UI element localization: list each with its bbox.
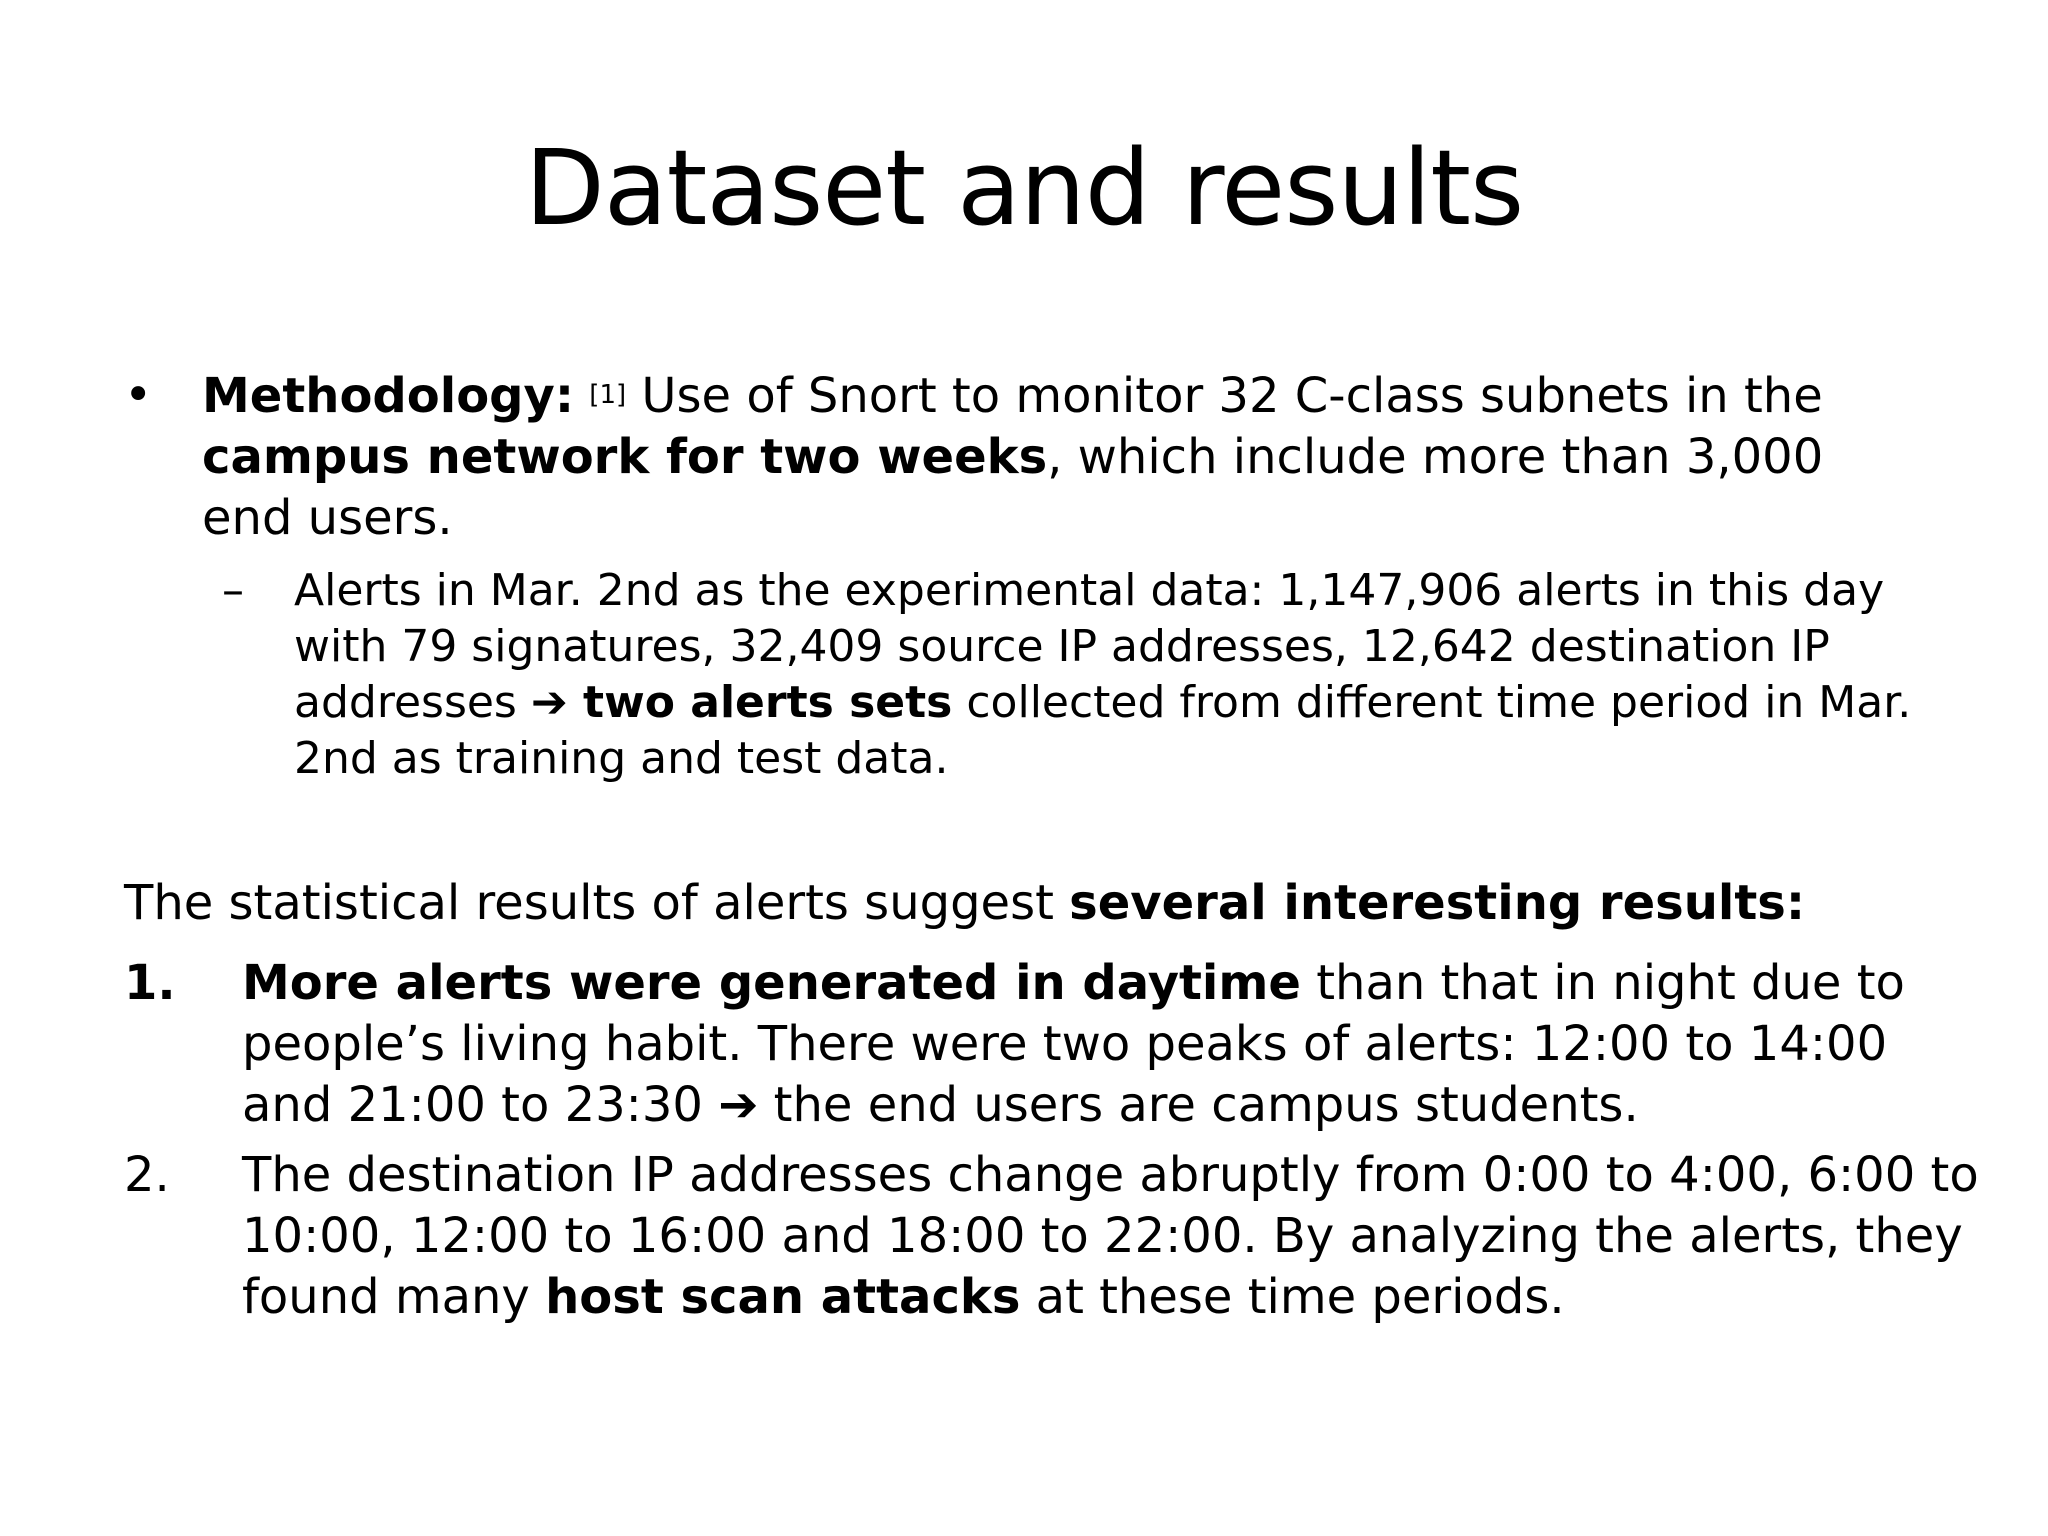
- result-1-text-b: than that in night due to people’s living habit. There were two peaks of alerts: 12:00 to 14:00 and 21:00 to 23:30: [242, 955, 1905, 1133]
- result-1-text-c: the end users are campus students.: [758, 1077, 1639, 1133]
- results-intro: [124, 873, 1984, 934]
- dash-marker: –: [222, 565, 244, 616]
- result-1-bold: More alerts were generated in daytime: [242, 955, 1301, 1011]
- sub-bullet-text: [294, 563, 1984, 787]
- methodology-text-a: Use of Snort to monitor 32 C-class subnets in the: [626, 368, 1823, 425]
- right-arrow-icon: ➔: [718, 1077, 759, 1133]
- methodology-text: [202, 365, 1922, 549]
- result-text: [242, 1145, 1982, 1328]
- sub-bullet-bold: two alerts sets: [567, 677, 953, 728]
- result-2-bold: host scan attacks: [545, 1269, 1021, 1325]
- methodology-label: Methodology:: [202, 368, 575, 425]
- results-intro-bold: several interesting results:: [1069, 875, 1806, 931]
- sub-bullet-text-c: collected from different time period in Mar. 2nd as training and test data.: [294, 677, 1912, 784]
- right-arrow-icon: ➔: [530, 677, 568, 728]
- result-2-text-a: The destination IP addresses change abruptly from 0:00 to 4:00, 6:00 to 10:00, 12:00 to 16:00 and 18:00 to 22:00. By analyzing the alerts, they found many: [242, 1147, 1979, 1325]
- reference-marker: [1]: [589, 380, 627, 410]
- methodology-text-c: , which include more than 3,000 end users.: [202, 429, 1824, 547]
- results-intro-text: The statistical results of alerts suggest: [124, 875, 1070, 931]
- result-text: [242, 953, 1982, 1136]
- sub-bullet-text-a: Alerts in Mar. 2nd as the experimental data: 1,147,906 alerts in this day with 79 signatures, 32,409 source IP addresses, 12,642 destination IP addresses: [294, 565, 1885, 728]
- bullet-marker: •: [124, 367, 153, 423]
- slide-title: Dataset and results: [524, 127, 1524, 249]
- result-number: 1.: [124, 955, 176, 1011]
- result-2-text-c: at these time periods.: [1020, 1269, 1565, 1325]
- methodology-bold: campus network for two weeks: [202, 429, 1048, 486]
- result-number: 2.: [124, 1147, 170, 1203]
